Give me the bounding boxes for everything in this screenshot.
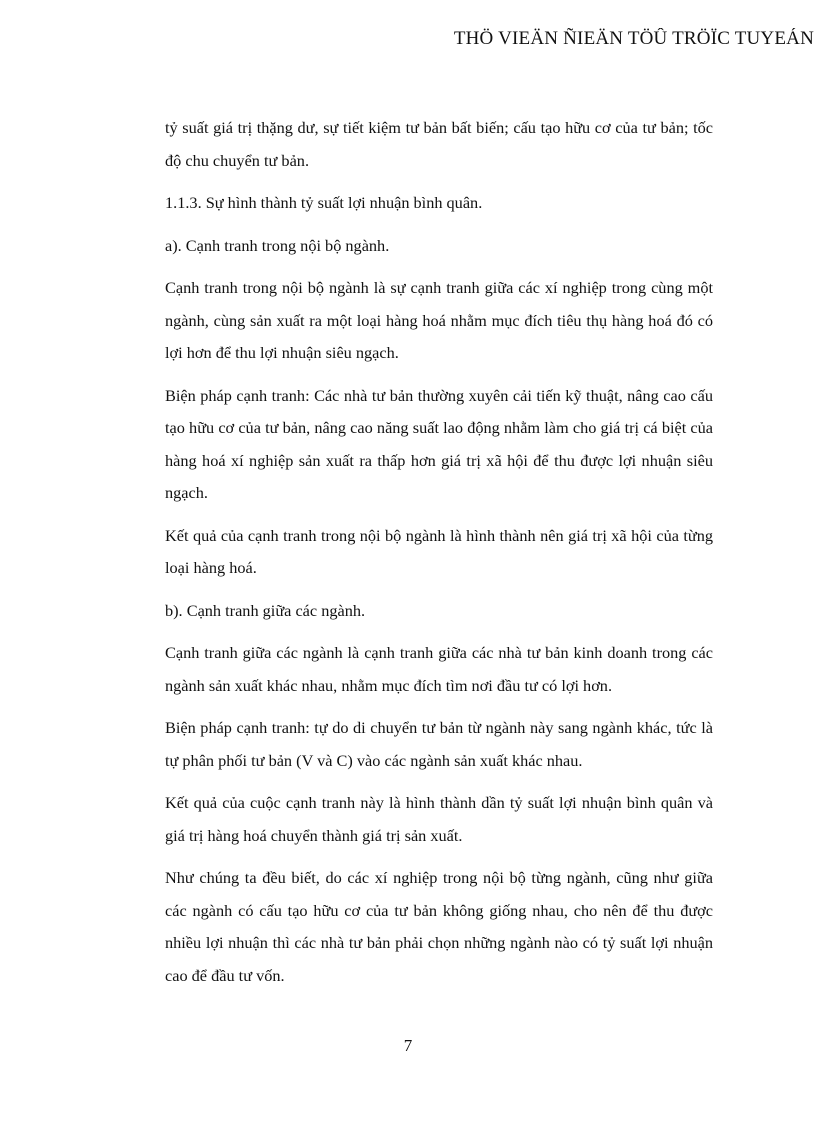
page-number: 7 (403, 1036, 413, 1055)
paragraph-intra-industry-definition: Cạnh tranh trong nội bộ ngành là sự cạnh tranh giữa các xí nghiệp trong cùng một ngành, cùng sản xuất ra một loại hàng hoá nhằm mục đích tiêu thụ hàng hoá đó có lợi hơn để thu lợi nhuận siêu ngạch. (165, 278, 713, 362)
subsection-heading-b: b). Cạnh tranh giữa các ngành. (165, 600, 366, 620)
subsection-heading-a: a). Cạnh tranh trong nội bộ ngành. (165, 235, 390, 255)
paragraph-intra-industry-measures: Biện pháp cạnh tranh: Các nhà tư bản thường xuyên cải tiến kỹ thuật, nâng cao cấu tạo hữu cơ của tư bản, nâng cao năng suất lao động nhằm làm cho giá trị cá biệt của hàng hoá xí nghiệp sản xuất ra thấp hơn giá trị xã hội để thu được lợi nhuận siêu ngạch. (165, 385, 713, 502)
header-title: THÖ VIEÄN ÑIEÄN TÖÛ TRÖÏC TUYEÁN (453, 28, 814, 49)
paragraph-inter-industry-measures: Biện pháp cạnh tranh: tự do di chuyển tư bản từ ngành này sang ngành khác, tức là tự phân phối tư bản (V và C) vào các ngành sản xuất khác nhau. (165, 718, 713, 770)
paragraph-intro-continuation: tỷ suất giá trị thặng dư, sự tiết kiệm tư bản bất biến; cấu tạo hữu cơ của tư bản; tốc độ chu chuyển tư bản. (165, 118, 713, 170)
paragraph-conclusion: Như chúng ta đều biết, do các xí nghiệp trong nội bộ từng ngành, cũng như giữa các ngành có cấu tạo hữu cơ của tư bản không giống nhau, cho nên để thu được nhiều lợi nhuận thì các nhà tư bản phải chọn những ngành nào có tỷ suất lợi nhuận cao để đầu tư vốn. (165, 868, 713, 985)
document-body (165, 112, 713, 1002)
paragraph-intra-industry-result: Kết quả của cạnh tranh trong nội bộ ngành là hình thành nên giá trị xã hội của từng loại hàng hoá. (165, 525, 713, 577)
section-heading-1-1-3: 1.1.3. Sự hình thành tỷ suất lợi nhuận bình quân. (165, 193, 483, 212)
paragraph-inter-industry-result: Kết quả của cuộc cạnh tranh này là hình thành dần tỷ suất lợi nhuận bình quân và giá trị hàng hoá chuyển thành giá trị sản xuất. (165, 793, 713, 845)
page-header (0, 28, 816, 50)
paragraph-inter-industry-definition: Cạnh tranh giữa các ngành là cạnh tranh giữa các nhà tư bản kinh doanh trong các ngành sản xuất khác nhau, nhằm mục đích tìm nơi đầu tư có lợi hơn. (165, 643, 713, 695)
